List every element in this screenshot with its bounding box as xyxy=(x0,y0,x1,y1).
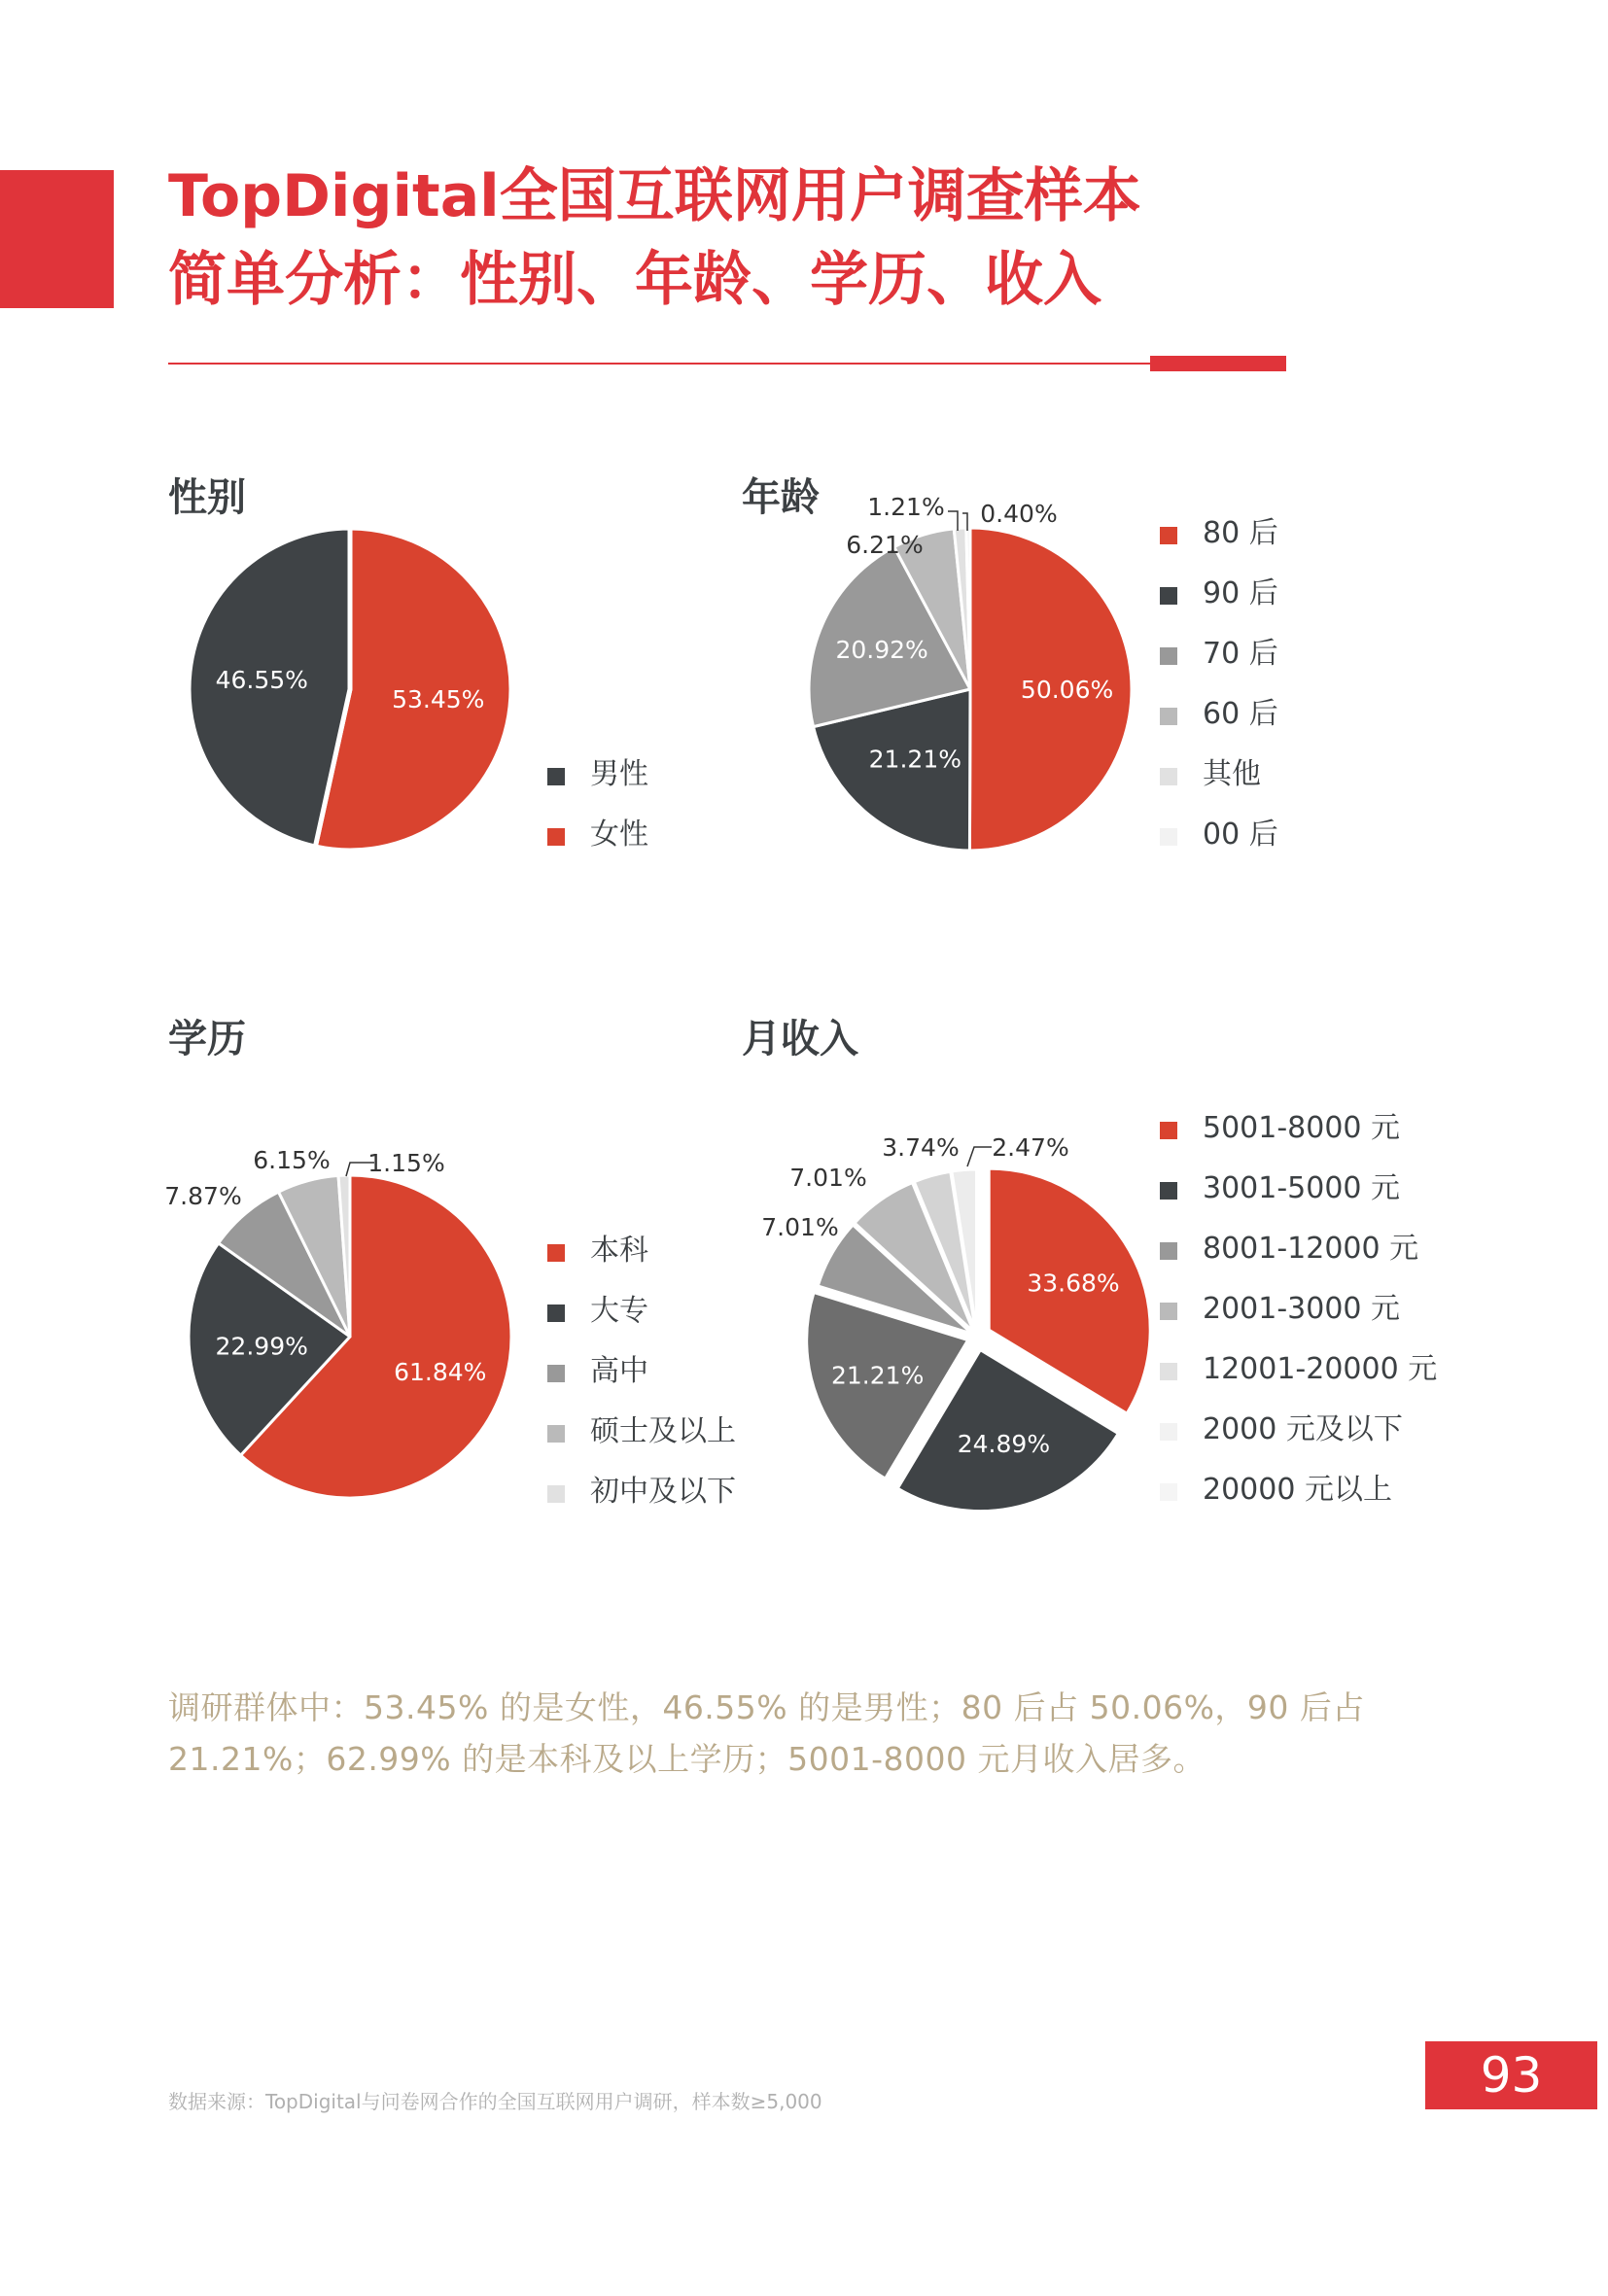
slice-data-label: 53.45% xyxy=(392,684,485,713)
legend-label: 00 后 xyxy=(1203,818,1278,852)
slice-data-label: 7.01% xyxy=(789,1164,867,1192)
pie-0 xyxy=(189,528,511,851)
page-title-line2: 简单分析：性别、年龄、学历、收入 xyxy=(168,246,1101,314)
legend-label: 60 后 xyxy=(1203,697,1278,731)
legend-label: 20000 元以上 xyxy=(1203,1473,1392,1507)
legend-swatch xyxy=(1160,1303,1177,1320)
slice-data-label: 7.87% xyxy=(164,1182,242,1210)
pie-1 xyxy=(809,493,1132,851)
legend-label: 女性 xyxy=(590,818,648,852)
slice-data-label: 61.84% xyxy=(394,1358,487,1387)
slice-data-label: 0.40% xyxy=(980,500,1058,528)
legend-swatch xyxy=(1160,828,1177,846)
legend-label: 8001-12000 元 xyxy=(1203,1232,1419,1266)
pie-3 xyxy=(761,1133,1150,1512)
slice-data-label: 2.47% xyxy=(992,1133,1069,1162)
legend-label: 5001-8000 元 xyxy=(1203,1111,1401,1145)
legend-label: 男性 xyxy=(590,757,648,791)
legend-label: 其他 xyxy=(1203,757,1261,791)
legend-swatch xyxy=(1160,1363,1177,1380)
legend-swatch xyxy=(1160,1182,1177,1200)
legend-label: 硕士及以上 xyxy=(590,1414,736,1448)
age-chart-title: 年龄 xyxy=(742,475,820,520)
slice-data-label: 7.01% xyxy=(761,1213,839,1241)
slice-data-label: 1.21% xyxy=(867,493,945,521)
legend-swatch xyxy=(1160,1483,1177,1501)
slice-data-label: 3.74% xyxy=(882,1133,960,1162)
pie-2 xyxy=(164,1146,511,1498)
legend-label: 70 后 xyxy=(1203,637,1278,671)
legend-swatch xyxy=(1160,768,1177,785)
slice-data-label: 21.21% xyxy=(868,745,961,774)
legend-swatch xyxy=(547,1365,565,1382)
legend-swatch xyxy=(1160,1242,1177,1260)
education-chart-title: 学历 xyxy=(168,1017,246,1061)
slice-data-label: 22.99% xyxy=(215,1332,308,1361)
slice-data-label: 24.89% xyxy=(957,1430,1051,1459)
page-title-line1: TopDigital全国互联网用户调查样本 xyxy=(168,162,1141,230)
slice-data-label: 6.15% xyxy=(253,1146,331,1174)
legend-swatch xyxy=(547,1244,565,1262)
legend-swatch xyxy=(1160,647,1177,665)
legend-swatch xyxy=(1160,708,1177,725)
legend-swatch xyxy=(547,1305,565,1322)
slice-data-label: 1.15% xyxy=(367,1149,445,1177)
slice-data-label: 21.21% xyxy=(831,1361,925,1390)
legend-label: 初中及以下 xyxy=(590,1475,736,1509)
legend-label: 2001-3000 元 xyxy=(1203,1292,1401,1326)
data-source-note: 数据来源：TopDigital与问卷网合作的全国互联网用户调研，样本数≥5,000 xyxy=(168,2090,822,2113)
legend-label: 高中 xyxy=(590,1354,648,1388)
income-chart-title: 月收入 xyxy=(742,1017,858,1061)
legend-label: 2000 元及以下 xyxy=(1203,1412,1403,1446)
legend-label: 本科 xyxy=(590,1234,648,1268)
slice-data-label: 20.92% xyxy=(835,636,928,665)
legend-swatch xyxy=(547,828,565,846)
legend-label: 90 后 xyxy=(1203,576,1278,610)
summary-text: 调研群体中：53.45% 的是女性，46.55% 的是男性；80 后占 50.06%，90 后占 21.21%；62.99% 的是本科及以上学历；5001-8000 元月收入居多。 xyxy=(168,1688,1365,1778)
legend-label: 3001-5000 元 xyxy=(1203,1171,1401,1205)
slice-data-label: 33.68% xyxy=(1027,1269,1120,1298)
legend-label: 大专 xyxy=(590,1294,648,1328)
slice-data-label: 50.06% xyxy=(1020,676,1114,705)
legend-swatch xyxy=(547,1425,565,1443)
legend-swatch xyxy=(1160,1423,1177,1441)
legend-swatch xyxy=(1160,527,1177,544)
gender-chart-title: 性别 xyxy=(168,475,246,520)
slice-data-label: 6.21% xyxy=(846,531,924,559)
legend-swatch xyxy=(547,768,565,785)
slice-data-label: 46.55% xyxy=(215,666,308,695)
page-number: 93 xyxy=(1425,2041,1597,2109)
legend-swatch xyxy=(1160,587,1177,605)
label-leader-line xyxy=(967,1147,992,1166)
legend-swatch xyxy=(547,1485,565,1503)
legend-label: 12001-20000 元 xyxy=(1203,1352,1438,1386)
legend-label: 80 后 xyxy=(1203,516,1278,550)
legend-swatch xyxy=(1160,1122,1177,1139)
